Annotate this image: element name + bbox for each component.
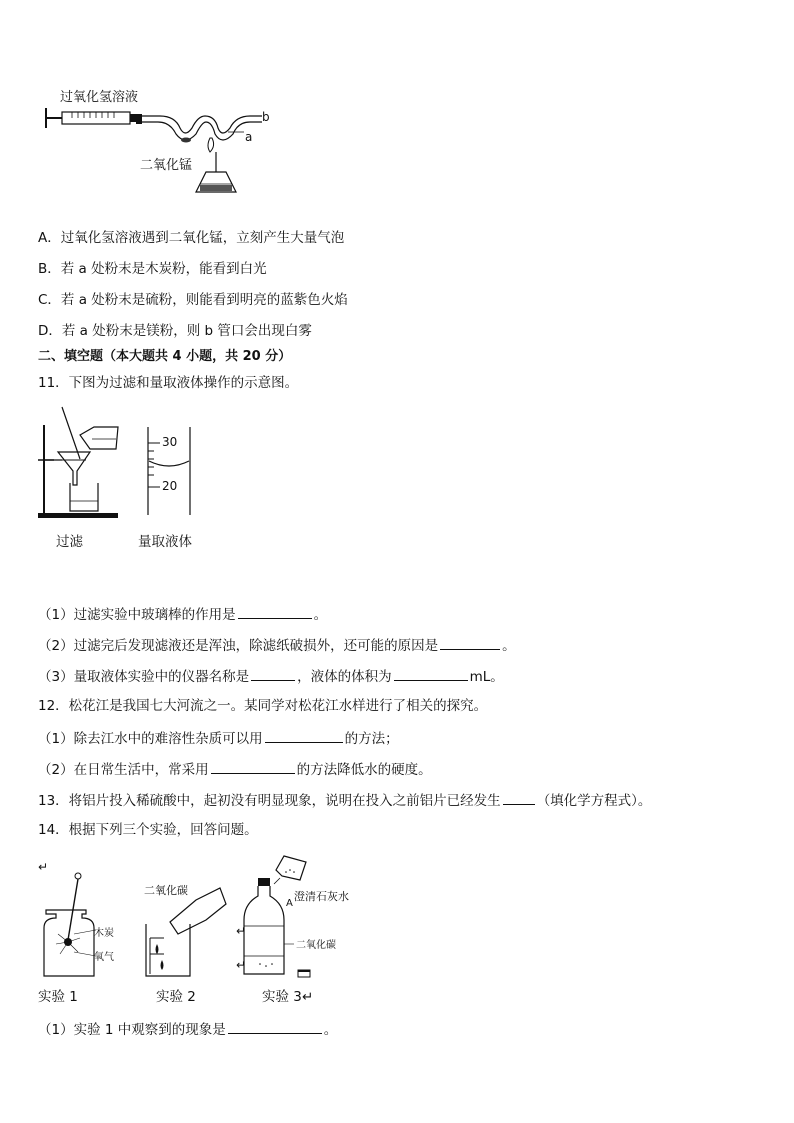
experiment-2-figure xyxy=(140,880,230,980)
filtration-drawing xyxy=(36,405,126,520)
q14-part1-text: （1）实验 1 中观察到的现象是 xyxy=(38,1022,226,1038)
experiment-2-drawing xyxy=(140,880,230,980)
q14-part1 xyxy=(38,1019,337,1039)
experiment-3-figure xyxy=(234,852,384,982)
q13-text xyxy=(38,790,651,810)
q12-part1-end: 的方法； xyxy=(344,731,399,747)
caption-measure: 量取液体 xyxy=(138,534,192,550)
q11-part1-text: （1）过滤实验中玻璃棒的作用是 xyxy=(38,607,236,623)
co2-side-label: 二氧化碳 xyxy=(296,940,336,951)
tick-20-label: 20 xyxy=(162,479,178,493)
experiment-1-drawing xyxy=(38,872,128,982)
caption-filtration: 过滤 xyxy=(56,534,83,550)
q12-part2-end: 的方法降低水的硬度。 xyxy=(296,762,432,778)
q11-part2 xyxy=(38,635,516,655)
q13-text-a: 13．将铝片投入稀硫酸中，起初没有明显现象，说明在投入之前铝片已经发生 xyxy=(38,793,501,809)
answer-blank-11-3b[interactable] xyxy=(394,666,468,681)
q12-part2-text: （2）在日常生活中，常采用 xyxy=(38,762,209,778)
experiment-1-figure xyxy=(38,872,128,982)
return-mark-3: ↵ xyxy=(236,958,247,972)
option-c: C．若 a 处粉末是硫粉，则能看到明亮的蓝紫色火焰 xyxy=(38,292,348,308)
q11-part1-end: 。 xyxy=(313,607,328,623)
measuring-figure xyxy=(140,425,210,525)
experiment-3-drawing xyxy=(234,852,384,982)
answer-blank-12-2[interactable] xyxy=(211,759,295,774)
caption-experiment-1: 实验 1 xyxy=(38,989,78,1005)
answer-blank-14-1[interactable] xyxy=(228,1019,322,1034)
q14-part1-end: 。 xyxy=(323,1022,338,1038)
return-mark: ↵ xyxy=(38,860,49,874)
q11-part3-mid: ，液体的体积为 xyxy=(297,669,392,685)
label-A: A xyxy=(286,898,293,909)
filtration-figure xyxy=(36,405,126,520)
label-b: b xyxy=(262,110,270,124)
charcoal-label: 木炭 xyxy=(94,928,114,939)
h2o2-label: 过氧化氢溶液 xyxy=(60,90,139,105)
answer-blank-13[interactable] xyxy=(503,790,535,805)
apparatus-figure xyxy=(40,80,280,205)
co2-top-label: 二氧化碳 xyxy=(144,884,188,897)
q11-part3 xyxy=(38,666,504,686)
option-a: A．过氧化氢溶液遇到二氧化锰，立刻产生大量气泡 xyxy=(38,230,345,246)
return-mark-2: ↵ xyxy=(236,924,247,938)
q13-text-b: （填化学方程式）。 xyxy=(536,793,652,809)
q11-part3-end: mL。 xyxy=(469,669,504,685)
mno2-label: 二氧化锰 xyxy=(140,158,193,173)
cylinder-drawing xyxy=(140,425,210,525)
q11-part1 xyxy=(38,604,327,624)
q14-stem: 14．根据下列三个实验，回答问题。 xyxy=(38,822,258,838)
limewater-label: 澄清石灰水 xyxy=(294,890,349,903)
q11-part2-text: （2）过滤完后发现滤液还是浑浊，除滤纸破损外，还可能的原因是 xyxy=(38,638,439,654)
tick-30-label: 30 xyxy=(162,435,178,449)
option-d: D．若 a 处粉末是镁粉，则 b 管口会出现白雾 xyxy=(38,323,312,339)
oxygen-label: 氧气 xyxy=(94,952,114,963)
caption-experiment-2: 实验 2 xyxy=(156,989,196,1005)
answer-blank-11-2[interactable] xyxy=(440,635,500,650)
q12-part1 xyxy=(38,728,399,748)
apparatus-drawing xyxy=(40,80,280,205)
q11-part2-end: 。 xyxy=(502,638,516,654)
q12-part1-text: （1）除去江水中的难溶性杂质可以用 xyxy=(38,731,263,747)
q12-part2 xyxy=(38,759,432,779)
answer-blank-12-1[interactable] xyxy=(265,728,343,743)
answer-blank-11-3a[interactable] xyxy=(251,666,295,681)
q12-stem: 12．松花江是我国七大河流之一。某同学对松花江水样进行了相关的探究。 xyxy=(38,698,488,714)
q11-stem: 11．下图为过滤和量取液体操作的示意图。 xyxy=(38,375,299,391)
label-a: a xyxy=(245,130,253,144)
option-b: B．若 a 处粉末是木炭粉，能看到白光 xyxy=(38,261,267,277)
caption-experiment-3: 实验 3↵ xyxy=(262,989,314,1005)
q11-part3-text: （3）量取液体实验中的仪器名称是 xyxy=(38,669,250,685)
answer-blank-11-1[interactable] xyxy=(238,604,312,619)
section-heading: 二、填空题（本大题共 4 小题，共 20 分） xyxy=(38,349,292,364)
